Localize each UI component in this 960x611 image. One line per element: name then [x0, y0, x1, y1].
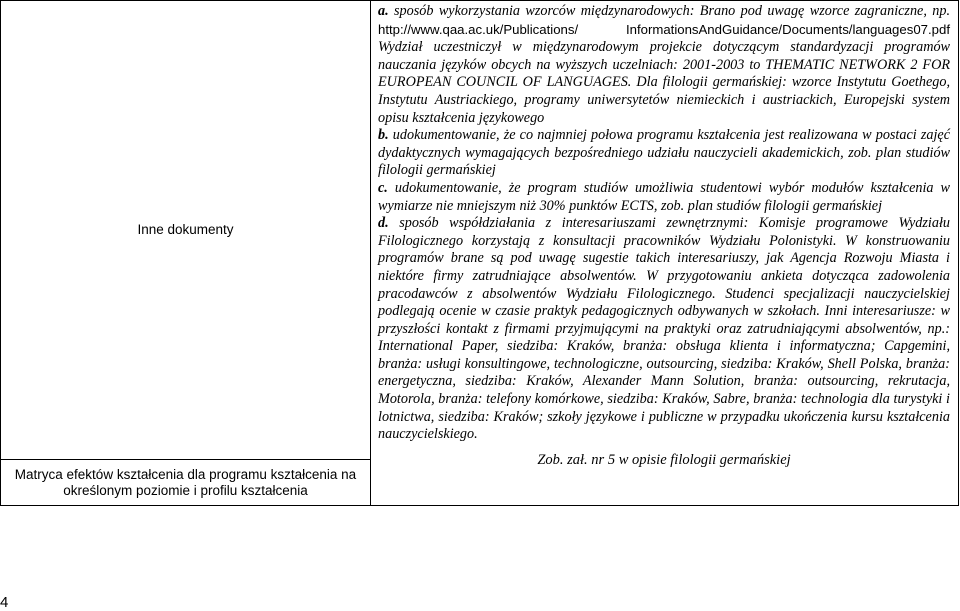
a-text-3: Wydział uczestniczył w międzynarodowym projekcie dotyczącym standardyzacji programów nauczania języków obcych na wyższych uczelniach: 2001-2003 to THEMATIC NETWORK 2 FOR EUROPEAN COUNCIL OF LANGUAGES.	[378, 39, 950, 91]
attachment-reference	[378, 452, 950, 470]
right-content-cell	[371, 1, 959, 506]
row-label-matryca: Matryca efektów kształcenia dla programu kształcenia na określonym poziomie i profilu kształcenia	[14, 466, 357, 498]
a-link[interactable]: http://www.qaa.ac.uk/Publications/ InformationsAndGuidance/Documents/languages07.pdf	[378, 21, 950, 37]
a-text-4: Dla filologii germańskiej: wzorce Instytutu Goethego, Instytutu Austriackiego, programy uniwersytetów niemieckich i austriackich, Europejski system opisu kształcenia językowego	[378, 74, 950, 126]
b-text: udokumentowanie, że co najmniej połowa programu kształcenia jest realizowana w postaci zajęć dydaktycznych wymagających bezpośredniego udziału nauczycieli akademickich, zob. plan studiów filologii germańskiej	[378, 127, 951, 179]
paragraph-c	[378, 180, 950, 215]
paragraph-a	[378, 3, 950, 127]
ref-suffix: w opisie filologii germańskiej	[618, 451, 791, 468]
left-cell-top	[1, 1, 371, 460]
left-cell-bottom	[1, 460, 371, 506]
paragraph-d	[378, 215, 950, 444]
d-text-2: International Paper, siedziba: Kraków, branża: obsługa klienta i informatyczna; Capgemini, branża: usługi konsultingowe, technologiczne, outsourcing, siedziba: Kraków, Shell Polska, branża: energetyczna, siedziba: Kraków, Alexander Mann Solution, branża: outsourcing, rekrutacja, Motorola, branża: telefony komórkowe, siedziba: Kraków, Sabre, branża: technologia dla turystyki i lotnictwa, siedziba: Kraków; szkoły językowe i publiczne w przypadku ukończenia kursu kształcenia nauczycielskiego.	[378, 338, 950, 443]
a-text-1: sposób wykorzystania wzorców międzynarodowych: Brano pod uwagę wzorce zagraniczne, np.	[394, 3, 951, 19]
label-d: d.	[378, 215, 389, 232]
label-c: c.	[378, 179, 388, 196]
label-b: b.	[378, 127, 389, 144]
ref-prefix: Zob. zał. nr 5	[537, 451, 616, 468]
label-a: a.	[378, 3, 389, 19]
c-text: udokumentowanie, że program studiów umożliwia studentowi wybór modułów kształcenia w wymiarze nie mniejszym niż 30% punktów ECTS, zob. plan studiów filologii germańskiej	[378, 179, 950, 214]
page-number: 4	[0, 594, 9, 611]
row-label-inne-dokumenty: Inne dokumenty	[137, 222, 234, 237]
d-text-1: sposób współdziałania z interesariuszami zewnętrznymi: Komisje programowe Wydziału Filologicznego korzystają z konsultacji pracowników Wydziału Polonistyki. W konstruowaniu programów brane są pod uwagę sugestie takich interesariuszy, jak Agencja Rozwoju Miasta i niektóre firmy zatrudniające absolwentów. W przygotowaniu ankieta dotycząca zadowolenia pracodawców z absolwentów Wydziału Filologicznego. Studenci specjalizacji nauczycielskiej podlegają ocenie w czasie praktyk pedagogicznych odbywanych w szkołach. Inni interesariusze: w przyszłości kontakt z firmami przyjmującymi na praktyki oraz zatrudniającymi absolwentów, np.:	[378, 215, 950, 337]
paragraph-b	[378, 127, 950, 180]
